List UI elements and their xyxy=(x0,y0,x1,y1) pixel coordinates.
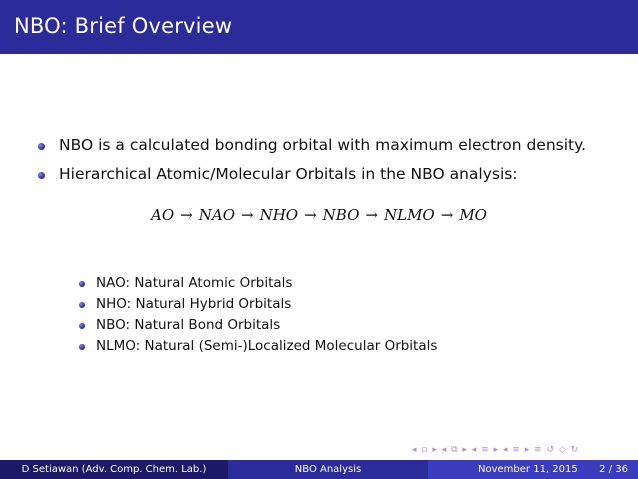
arrow-icon: → xyxy=(180,206,193,224)
sub-item: NHO: Natural Hybrid Orbitals xyxy=(96,296,292,312)
slide-title: NBO: Brief Overview xyxy=(14,14,233,38)
orbital-hierarchy-formula xyxy=(0,206,638,224)
sub-bullet-icon xyxy=(79,281,85,287)
formula-term: NAO xyxy=(198,206,235,224)
arrow-icon: → xyxy=(440,206,454,224)
navigation-controls[interactable]: ◂ ▫ ▸ ◂ ⧉ ▸ ◂ ≡ ▸ ◂ ≡ ▸ ≡ ↺ ◇ ↻ xyxy=(412,445,580,455)
sub-bullet-icon xyxy=(79,344,85,350)
bullet-icon xyxy=(38,172,45,179)
arrow-icon: → xyxy=(241,206,254,224)
bullet-item: NBO is a calculated bonding orbital with maximum electron density. xyxy=(59,136,586,154)
sub-bullet-icon xyxy=(79,323,85,329)
formula-term: MO xyxy=(459,206,487,224)
formula-term: NHO xyxy=(259,206,299,224)
bullet-icon xyxy=(38,143,45,150)
footer-date: November 11, 2015 xyxy=(478,464,578,475)
footer-author: D Setiawan (Adv. Comp. Chem. Lab.) xyxy=(0,460,228,479)
formula-term: NLMO xyxy=(383,206,435,224)
arrow-icon: → xyxy=(365,206,378,224)
slide-footer xyxy=(0,460,638,479)
slide-title-bar xyxy=(0,0,638,54)
sub-bullet-icon xyxy=(79,302,85,308)
formula-term: AO xyxy=(151,206,175,224)
sub-item: NAO: Natural Atomic Orbitals xyxy=(96,275,293,291)
sub-item: NLMO: Natural (Semi-)Localized Molecular Orbitals xyxy=(96,338,438,354)
footer-page-number: 2 / 36 xyxy=(599,464,628,475)
formula-term: NBO xyxy=(322,206,360,224)
bullet-item: Hierarchical Atomic/Molecular Orbitals in the NBO analysis: xyxy=(59,165,518,183)
footer-date-page xyxy=(428,460,638,479)
footer-short-title: NBO Analysis xyxy=(228,460,428,479)
sub-item: NBO: Natural Bond Orbitals xyxy=(96,317,281,333)
arrow-icon: → xyxy=(304,206,317,224)
